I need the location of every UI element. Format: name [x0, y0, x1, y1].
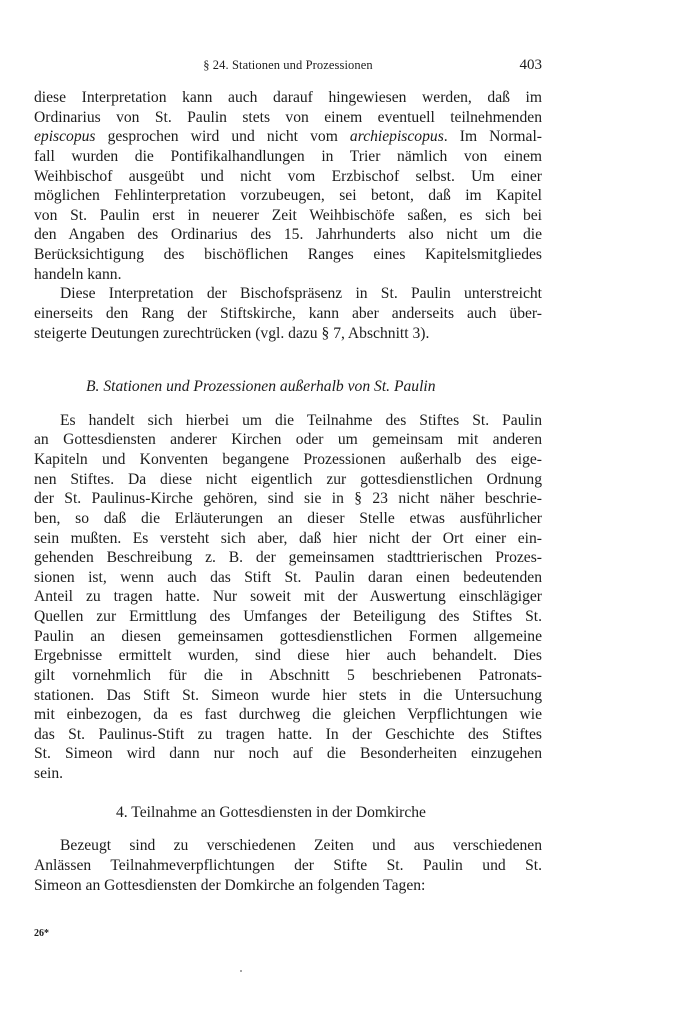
text-line: Ergebnisse ermittelt wurden, sind diese hier auch behandelt. Dies — [34, 647, 542, 665]
text-line: Simeon an Gottesdiensten der Domkirche an folgenden Tagen: — [34, 876, 426, 894]
text-line — [34, 88, 542, 108]
text-segment: Berücksichtigung des bischöflichen Ranges eines Kapitelsmitgliedes — [34, 246, 542, 263]
text-segment: . Im Normal- — [443, 128, 542, 146]
text-line — [34, 186, 542, 206]
signature-mark: 26* — [34, 928, 49, 939]
page-body — [34, 88, 542, 895]
text-segment: Ordinarius von St. Paulin stets von einem eventuell teilnehmenden — [34, 108, 542, 126]
text-line: gilt vornehmlich für die in Abschnitt 5 beschriebenen Patronats- — [34, 666, 542, 684]
header-title: § 24. Stationen und Prozessionen — [203, 58, 373, 72]
text-line: der St. Paulinus-Kirche gehören, sind sie in § 23 nicht näher beschrie- — [34, 490, 542, 508]
paragraph-continuation — [34, 88, 542, 284]
text-line: stationen. Das Stift St. Simeon wurde hier stets in die Untersuchung — [34, 686, 542, 704]
text-segment: handeln kann. — [34, 265, 122, 283]
text-line — [34, 265, 542, 285]
text-line: Quellen zur Ermittlung des Umfanges der Beteiligung des Stiftes St. — [34, 608, 542, 625]
paragraph-bishop-presence — [34, 284, 542, 343]
text-line — [34, 206, 542, 226]
text-line: Bezeugt sind zu verschiedenen Zeiten und aus verschiedenen — [60, 837, 542, 855]
text-line: sionen ist, wenn auch das Stift St. Paulin daran einen bedeutenden — [34, 568, 542, 586]
text-line — [34, 225, 542, 245]
print-speck — [240, 970, 242, 972]
text-segment: Weihbischof ausgeübt und nicht vom Erzbischof selbst. Um einer — [34, 167, 542, 185]
text-line: St. Simeon wird dann nur noch auf die Besonderheiten einzugehen — [34, 745, 542, 763]
section-b-paragraph — [34, 411, 542, 784]
text-line: Es handelt sich hierbei um die Teilnahme des Stiftes St. Paulin — [60, 411, 542, 429]
text-line: Kapiteln und Konventen begangene Prozessionen außerhalb des eige- — [34, 451, 542, 468]
text-segment: von St. Paulin erst in neuerer Zeit Weihbischöfe saßen, es sich bei — [34, 206, 542, 224]
text-line: nen Stiftes. Da diese nicht eigentlich zur gottesdienstlichen Ordnung — [34, 470, 542, 488]
text-line: Paulin an diesen gemeinsamen gottesdienstlichen Formen allgemeine — [34, 627, 542, 645]
text-line: Diese Interpretation der Bischofspräsenz in St. Paulin unterstreicht — [60, 285, 542, 303]
text-segment: gesprochen wird und nicht vom — [95, 128, 350, 146]
text-line: an Gottesdiensten anderer Kirchen oder um gemeinsam mit anderen — [34, 431, 542, 449]
text-line: das St. Paulinus-Stift zu tragen hatte. In der Geschichte des Stiftes — [34, 725, 542, 743]
italic-term: archiepiscopus — [349, 128, 444, 146]
text-line — [34, 245, 542, 265]
text-line — [34, 147, 542, 167]
text-segment: fall wurden die Pontifikalhandlungen in Trier nämlich von einem — [34, 147, 542, 165]
text-segment: den Angaben des Ordinarius des 15. Jahrhunderts also nicht um die — [34, 226, 542, 244]
text-line: mit einbezogen, da es fast durchweg die gleichen Verpflichtungen wie — [34, 706, 542, 724]
text-line: einerseits den Rang der Stiftskirche, kann aber anderseits auch über- — [34, 304, 542, 322]
section-b-heading: B. Stationen und Prozessionen außerhalb von St. Paulin — [86, 378, 436, 396]
page-number: 403 — [519, 57, 542, 73]
text-line: Anlässen Teilnahmeverpflichtungen der Stifte St. Paulin und St. — [34, 856, 542, 874]
italic-term: episcopus — [34, 128, 96, 146]
text-line: gehenden Beschreibung z. B. der gemeinsamen stadttrierischen Prozes- — [34, 549, 542, 567]
section-4-heading: 4. Teilnahme an Gottesdiensten in der Domkirche — [116, 803, 426, 821]
text-line: sein. — [34, 765, 64, 782]
text-line — [34, 167, 542, 187]
text-line — [34, 127, 542, 147]
text-line — [34, 108, 542, 128]
text-line: sein mußten. Es versteht sich aber, daß hier nicht der Ort einer ein- — [34, 529, 542, 547]
text-line: ben, so daß die Erläuterungen an dieser Stelle etwas ausführlicher — [34, 509, 542, 527]
text-segment: möglichen Fehlinterpretation vorzubeugen, sei betont, daß im Kapitel — [34, 187, 542, 205]
text-line: steigerte Deutungen zurechtrücken (vgl. dazu § 7, Abschnitt 3). — [34, 324, 430, 342]
section-4-paragraph — [34, 836, 542, 895]
text-line: Anteil zu tragen hatte. Nur soweit mit der Auswertung einschlägiger — [34, 588, 542, 606]
running-header — [34, 56, 542, 74]
text-segment: diese Interpretation kann auch darauf hingewiesen werden, daß im — [34, 89, 542, 106]
